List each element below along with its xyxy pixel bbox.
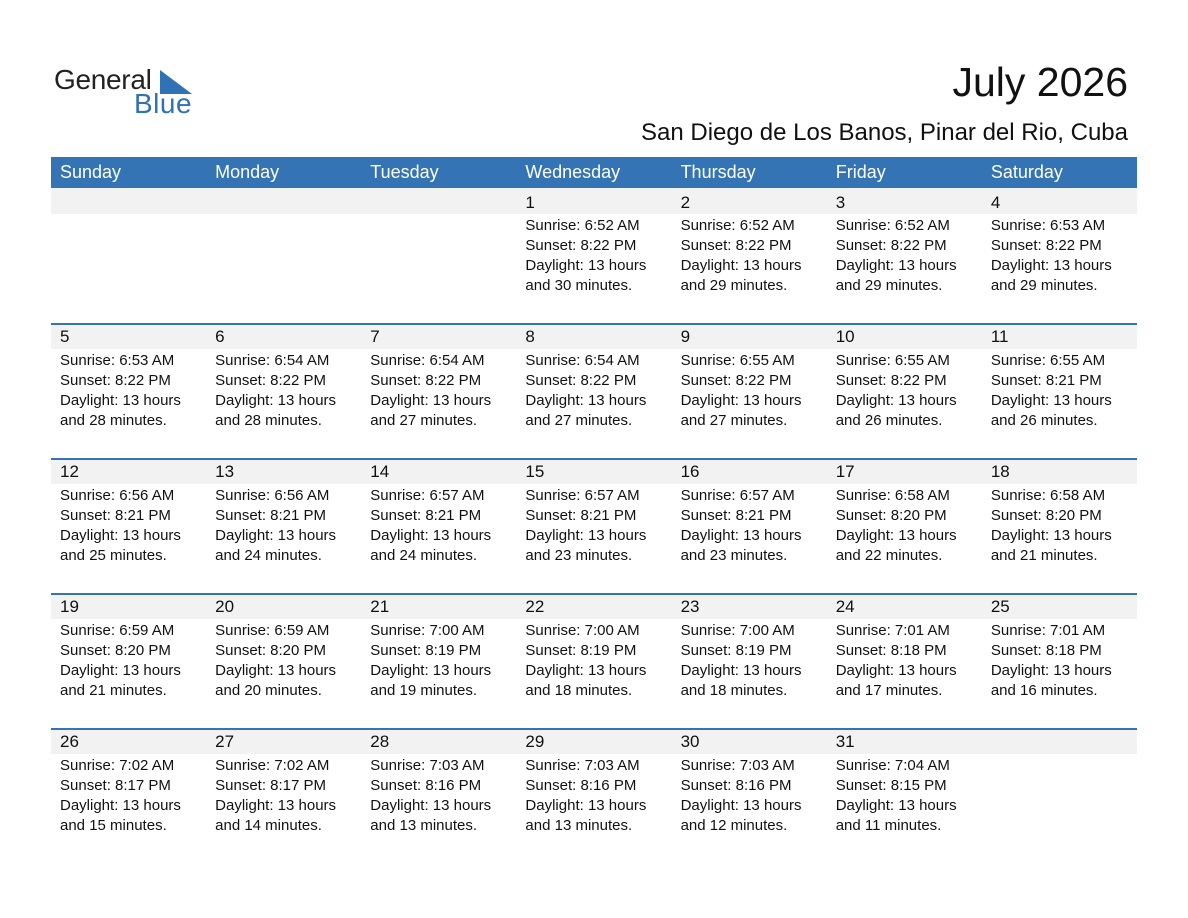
- day-sun-info: [361, 484, 516, 566]
- day-sun-info: [672, 349, 827, 431]
- day-sunrise-text: Sunrise: 6:55 AM: [990, 352, 1106, 369]
- day-sunrise-text: Sunrise: 7:00 AM: [370, 622, 485, 639]
- day-sun-info: [827, 484, 982, 566]
- day-cell: [51, 730, 206, 863]
- day-sunset-text: Sunset: 8:15 PM: [835, 777, 947, 794]
- day-cell: [516, 730, 671, 863]
- day-sunrise-text: Sunrise: 6:52 AM: [835, 217, 950, 234]
- day-sun-info: [516, 349, 671, 431]
- day-sunset-text: Sunset: 8:20 PM: [60, 642, 171, 659]
- day-cell: [827, 730, 982, 863]
- day-sun-info: [982, 619, 1137, 701]
- day-number: 2: [672, 188, 827, 214]
- day-minutes-text: and 29 minutes.: [835, 277, 943, 294]
- day-cell: [361, 460, 516, 593]
- day-cell: [361, 595, 516, 728]
- day-sunrise-text: Sunrise: 6:53 AM: [990, 217, 1106, 234]
- day-daylight-text: Daylight: 13 hours: [835, 662, 957, 679]
- day-number: 7: [361, 325, 516, 349]
- week-row: [51, 595, 1137, 728]
- day-sun-info: [827, 214, 982, 296]
- day-sunset-text: Sunset: 8:22 PM: [835, 237, 947, 254]
- day-daylight-text: Daylight: 13 hours: [525, 662, 647, 679]
- day-cell: [982, 460, 1137, 593]
- day-sun-info: [516, 754, 671, 836]
- day-number: 20: [206, 595, 361, 619]
- day-minutes-text: and 23 minutes.: [680, 547, 788, 564]
- day-sunset-text: Sunset: 8:22 PM: [525, 237, 637, 254]
- day-sun-info: [51, 619, 206, 701]
- day-daylight-text: Daylight: 13 hours: [370, 662, 492, 679]
- day-minutes-text: and 13 minutes.: [525, 817, 633, 834]
- day-sunrise-text: Sunrise: 6:54 AM: [215, 352, 330, 369]
- week-row: [51, 460, 1137, 593]
- day-number: 25: [982, 595, 1137, 619]
- day-minutes-text: and 29 minutes.: [990, 277, 1098, 294]
- day-sunrise-text: Sunrise: 6:54 AM: [370, 352, 485, 369]
- day-sunrise-text: Sunrise: 6:57 AM: [525, 487, 640, 504]
- day-daylight-text: Daylight: 13 hours: [835, 527, 957, 544]
- empty-day-cell: [361, 188, 516, 323]
- day-minutes-text: and 23 minutes.: [525, 547, 633, 564]
- day-number: 5: [51, 325, 206, 349]
- day-cell: [516, 325, 671, 458]
- day-sunset-text: Sunset: 8:19 PM: [680, 642, 792, 659]
- day-number: 23: [672, 595, 827, 619]
- day-minutes-text: and 20 minutes.: [215, 682, 322, 699]
- day-sunrise-text: Sunrise: 6:58 AM: [990, 487, 1106, 504]
- day-number: 21: [361, 595, 516, 619]
- day-cell: [982, 188, 1137, 323]
- day-sunset-text: Sunset: 8:16 PM: [525, 777, 637, 794]
- day-daylight-text: Daylight: 13 hours: [60, 797, 181, 814]
- day-sun-info: [672, 619, 827, 701]
- day-number: 9: [672, 325, 827, 349]
- empty-day-cell: [206, 188, 361, 323]
- day-sun-info: [51, 754, 206, 836]
- day-minutes-text: and 27 minutes.: [370, 412, 478, 429]
- day-cell: [51, 460, 206, 593]
- day-daylight-text: Daylight: 13 hours: [60, 662, 181, 679]
- day-number: 24: [827, 595, 982, 619]
- weekday-friday: Friday: [835, 162, 886, 182]
- day-number: 10: [827, 325, 982, 349]
- day-sun-info: [516, 214, 671, 296]
- weekday-sunday: Sunday: [60, 162, 122, 182]
- page-title: July 2026: [952, 59, 1128, 105]
- day-cell: [827, 325, 982, 458]
- day-minutes-text: and 12 minutes.: [680, 817, 788, 834]
- day-daylight-text: Daylight: 13 hours: [60, 392, 181, 409]
- day-minutes-text: and 24 minutes.: [370, 547, 478, 564]
- day-cell: [982, 595, 1137, 728]
- day-sunrise-text: Sunrise: 6:59 AM: [60, 622, 175, 639]
- day-cell: [206, 460, 361, 593]
- day-minutes-text: and 11 minutes.: [835, 817, 942, 834]
- day-minutes-text: and 18 minutes.: [680, 682, 788, 699]
- day-sunset-text: Sunset: 8:20 PM: [215, 642, 327, 659]
- day-minutes-text: and 21 minutes.: [60, 682, 167, 699]
- day-minutes-text: and 27 minutes.: [525, 412, 633, 429]
- day-daylight-text: Daylight: 13 hours: [835, 392, 957, 409]
- week-row: [51, 730, 1137, 863]
- day-sunset-text: Sunset: 8:22 PM: [525, 372, 637, 389]
- day-number: 6: [206, 325, 361, 349]
- day-sunset-text: Sunset: 8:20 PM: [990, 507, 1102, 524]
- day-sun-info: [982, 484, 1137, 566]
- day-sunrise-text: Sunrise: 6:54 AM: [525, 352, 640, 369]
- day-minutes-text: and 19 minutes.: [370, 682, 478, 699]
- day-cell: [827, 460, 982, 593]
- day-sunset-text: Sunset: 8:16 PM: [680, 777, 792, 794]
- day-daylight-text: Daylight: 13 hours: [525, 527, 647, 544]
- day-sun-info: [516, 484, 671, 566]
- day-sun-info: [672, 214, 827, 296]
- day-sunset-text: Sunset: 8:21 PM: [215, 507, 327, 524]
- day-cell: [206, 325, 361, 458]
- day-sunrise-text: Sunrise: 7:01 AM: [835, 622, 950, 639]
- day-sun-info: [361, 619, 516, 701]
- day-daylight-text: Daylight: 13 hours: [680, 257, 802, 274]
- day-sun-info: [361, 349, 516, 431]
- calendar-grid: [51, 157, 1137, 863]
- day-sunset-text: Sunset: 8:22 PM: [215, 372, 327, 389]
- location-subtitle: San Diego de Los Banos, Pinar del Rio, Cuba: [641, 119, 1128, 146]
- day-sunset-text: Sunset: 8:22 PM: [60, 372, 171, 389]
- day-sunset-text: Sunset: 8:17 PM: [60, 777, 171, 794]
- day-sun-info: [51, 349, 206, 431]
- weekday-saturday: Saturday: [990, 162, 1063, 182]
- day-sun-info: [827, 754, 982, 836]
- day-cell: [51, 325, 206, 458]
- day-sun-info: [672, 484, 827, 566]
- day-sunrise-text: Sunrise: 7:03 AM: [680, 757, 795, 774]
- day-minutes-text: and 26 minutes.: [835, 412, 943, 429]
- day-sun-info: [827, 349, 982, 431]
- day-cell: [516, 460, 671, 593]
- day-minutes-text: and 17 minutes.: [835, 682, 943, 699]
- day-sunset-text: Sunset: 8:18 PM: [990, 642, 1102, 659]
- day-sunset-text: Sunset: 8:21 PM: [60, 507, 171, 524]
- day-sunset-text: Sunset: 8:21 PM: [990, 372, 1102, 389]
- day-number: 26: [51, 730, 206, 754]
- day-daylight-text: Daylight: 13 hours: [990, 527, 1112, 544]
- day-sun-info: [827, 619, 982, 701]
- day-daylight-text: Daylight: 13 hours: [215, 392, 337, 409]
- day-number: 28: [361, 730, 516, 754]
- day-daylight-text: Daylight: 13 hours: [215, 797, 337, 814]
- day-minutes-text: and 22 minutes.: [835, 547, 943, 564]
- day-sun-info: [672, 754, 827, 836]
- week-row: [51, 188, 1137, 323]
- empty-day-cell: [982, 730, 1137, 863]
- empty-day-band: [51, 188, 206, 214]
- day-sun-info: [206, 349, 361, 431]
- day-sunset-text: Sunset: 8:16 PM: [370, 777, 482, 794]
- day-cell: [672, 460, 827, 593]
- day-sunrise-text: Sunrise: 7:02 AM: [215, 757, 330, 774]
- day-number: 18: [982, 460, 1137, 484]
- day-cell: [672, 188, 827, 323]
- day-sunset-text: Sunset: 8:20 PM: [835, 507, 947, 524]
- day-sunrise-text: Sunrise: 7:04 AM: [835, 757, 950, 774]
- day-number: 11: [982, 325, 1137, 349]
- day-number: 16: [672, 460, 827, 484]
- day-daylight-text: Daylight: 13 hours: [680, 797, 802, 814]
- weekday-header: [51, 157, 1137, 188]
- weekday-wednesday: Wednesday: [525, 162, 621, 182]
- day-cell: [206, 730, 361, 863]
- day-number: 22: [516, 595, 671, 619]
- day-daylight-text: Daylight: 13 hours: [370, 797, 492, 814]
- day-sunrise-text: Sunrise: 7:00 AM: [680, 622, 795, 639]
- day-sunset-text: Sunset: 8:17 PM: [215, 777, 327, 794]
- day-cell: [516, 595, 671, 728]
- day-sunrise-text: Sunrise: 6:57 AM: [370, 487, 485, 504]
- day-minutes-text: and 28 minutes.: [60, 412, 167, 429]
- day-sunset-text: Sunset: 8:22 PM: [370, 372, 482, 389]
- day-number: 19: [51, 595, 206, 619]
- day-daylight-text: Daylight: 13 hours: [835, 257, 957, 274]
- day-sunset-text: Sunset: 8:21 PM: [370, 507, 482, 524]
- day-cell: [361, 325, 516, 458]
- day-sunset-text: Sunset: 8:18 PM: [835, 642, 947, 659]
- day-minutes-text: and 25 minutes.: [60, 547, 167, 564]
- day-daylight-text: Daylight: 13 hours: [525, 392, 647, 409]
- day-cell: [516, 188, 671, 323]
- calendar-week: [51, 593, 1137, 728]
- day-number: 12: [51, 460, 206, 484]
- day-number: 3: [827, 188, 982, 214]
- day-sunrise-text: Sunrise: 7:00 AM: [525, 622, 640, 639]
- day-daylight-text: Daylight: 13 hours: [525, 797, 647, 814]
- day-sunset-text: Sunset: 8:19 PM: [370, 642, 482, 659]
- day-sun-info: [206, 484, 361, 566]
- day-number: 8: [516, 325, 671, 349]
- day-sunset-text: Sunset: 8:22 PM: [990, 237, 1102, 254]
- day-sunset-text: Sunset: 8:21 PM: [525, 507, 637, 524]
- day-sunrise-text: Sunrise: 6:52 AM: [525, 217, 640, 234]
- day-number: 4: [982, 188, 1137, 214]
- day-daylight-text: Daylight: 13 hours: [680, 392, 802, 409]
- brand-blue-text: Blue: [134, 88, 193, 119]
- day-cell: [827, 188, 982, 323]
- brand-general-text: General: [54, 64, 152, 95]
- day-daylight-text: Daylight: 13 hours: [215, 527, 337, 544]
- day-minutes-text: and 15 minutes.: [60, 817, 167, 834]
- day-cell: [206, 595, 361, 728]
- day-cell: [827, 595, 982, 728]
- day-minutes-text: and 16 minutes.: [990, 682, 1098, 699]
- day-number: 27: [206, 730, 361, 754]
- empty-day-cell: [51, 188, 206, 323]
- day-cell: [51, 595, 206, 728]
- calendar-week: [51, 458, 1137, 593]
- day-sunrise-text: Sunrise: 6:58 AM: [835, 487, 950, 504]
- day-daylight-text: Daylight: 13 hours: [835, 797, 957, 814]
- day-daylight-text: Daylight: 13 hours: [990, 392, 1112, 409]
- day-sunset-text: Sunset: 8:21 PM: [680, 507, 792, 524]
- day-minutes-text: and 30 minutes.: [525, 277, 633, 294]
- day-number: 1: [516, 188, 671, 214]
- day-sunrise-text: Sunrise: 6:55 AM: [680, 352, 795, 369]
- day-daylight-text: Daylight: 13 hours: [60, 527, 181, 544]
- day-number: 17: [827, 460, 982, 484]
- day-sunset-text: Sunset: 8:22 PM: [835, 372, 947, 389]
- day-sunrise-text: Sunrise: 7:03 AM: [525, 757, 640, 774]
- day-number: 14: [361, 460, 516, 484]
- day-daylight-text: Daylight: 13 hours: [990, 662, 1112, 679]
- day-sun-info: [206, 619, 361, 701]
- day-sunrise-text: Sunrise: 6:56 AM: [60, 487, 175, 504]
- day-sunrise-text: Sunrise: 7:01 AM: [990, 622, 1106, 639]
- day-sunrise-text: Sunrise: 7:03 AM: [370, 757, 485, 774]
- day-sunrise-text: Sunrise: 6:56 AM: [215, 487, 330, 504]
- empty-day-band: [982, 730, 1137, 754]
- day-daylight-text: Daylight: 13 hours: [370, 392, 492, 409]
- day-cell: [672, 730, 827, 863]
- weekday-thursday: Thursday: [680, 162, 756, 182]
- day-daylight-text: Daylight: 13 hours: [525, 257, 647, 274]
- day-sunrise-text: Sunrise: 6:55 AM: [835, 352, 950, 369]
- day-daylight-text: Daylight: 13 hours: [215, 662, 337, 679]
- day-sun-info: [982, 214, 1137, 296]
- day-minutes-text: and 24 minutes.: [215, 547, 322, 564]
- calendar-week: [51, 188, 1137, 323]
- calendar-week: [51, 323, 1137, 458]
- day-number: 15: [516, 460, 671, 484]
- empty-day-band: [361, 188, 516, 214]
- day-daylight-text: Daylight: 13 hours: [680, 662, 802, 679]
- day-minutes-text: and 21 minutes.: [990, 547, 1098, 564]
- day-sunrise-text: Sunrise: 6:57 AM: [680, 487, 795, 504]
- day-sunrise-text: Sunrise: 6:52 AM: [680, 217, 795, 234]
- day-cell: [672, 325, 827, 458]
- day-sunset-text: Sunset: 8:22 PM: [680, 237, 792, 254]
- day-sun-info: [51, 484, 206, 566]
- week-row: [51, 325, 1137, 458]
- calendar-weeks: [51, 188, 1137, 863]
- day-number: 29: [516, 730, 671, 754]
- day-number: 13: [206, 460, 361, 484]
- day-minutes-text: and 27 minutes.: [680, 412, 788, 429]
- day-minutes-text: and 29 minutes.: [680, 277, 788, 294]
- day-sunset-text: Sunset: 8:22 PM: [680, 372, 792, 389]
- day-minutes-text: and 14 minutes.: [215, 817, 322, 834]
- day-sunset-text: Sunset: 8:19 PM: [525, 642, 637, 659]
- day-sun-info: [206, 754, 361, 836]
- day-number: 30: [672, 730, 827, 754]
- day-cell: [982, 325, 1137, 458]
- day-minutes-text: and 26 minutes.: [990, 412, 1098, 429]
- day-sun-info: [361, 754, 516, 836]
- day-sunrise-text: Sunrise: 7:02 AM: [60, 757, 175, 774]
- calendar-week: [51, 728, 1137, 863]
- day-number: 31: [827, 730, 982, 754]
- day-sunrise-text: Sunrise: 6:53 AM: [60, 352, 175, 369]
- day-cell: [361, 730, 516, 863]
- day-minutes-text: and 18 minutes.: [525, 682, 633, 699]
- day-sunrise-text: Sunrise: 6:59 AM: [215, 622, 330, 639]
- day-daylight-text: Daylight: 13 hours: [370, 527, 492, 544]
- day-daylight-text: Daylight: 13 hours: [680, 527, 802, 544]
- day-minutes-text: and 13 minutes.: [370, 817, 478, 834]
- day-sun-info: [516, 619, 671, 701]
- empty-day-band: [206, 188, 361, 214]
- brand-logo: [54, 64, 204, 120]
- weekday-monday: Monday: [215, 162, 280, 182]
- day-daylight-text: Daylight: 13 hours: [990, 257, 1112, 274]
- day-sun-info: [982, 349, 1137, 431]
- day-cell: [672, 595, 827, 728]
- weekday-tuesday: Tuesday: [370, 162, 439, 182]
- day-minutes-text: and 28 minutes.: [215, 412, 322, 429]
